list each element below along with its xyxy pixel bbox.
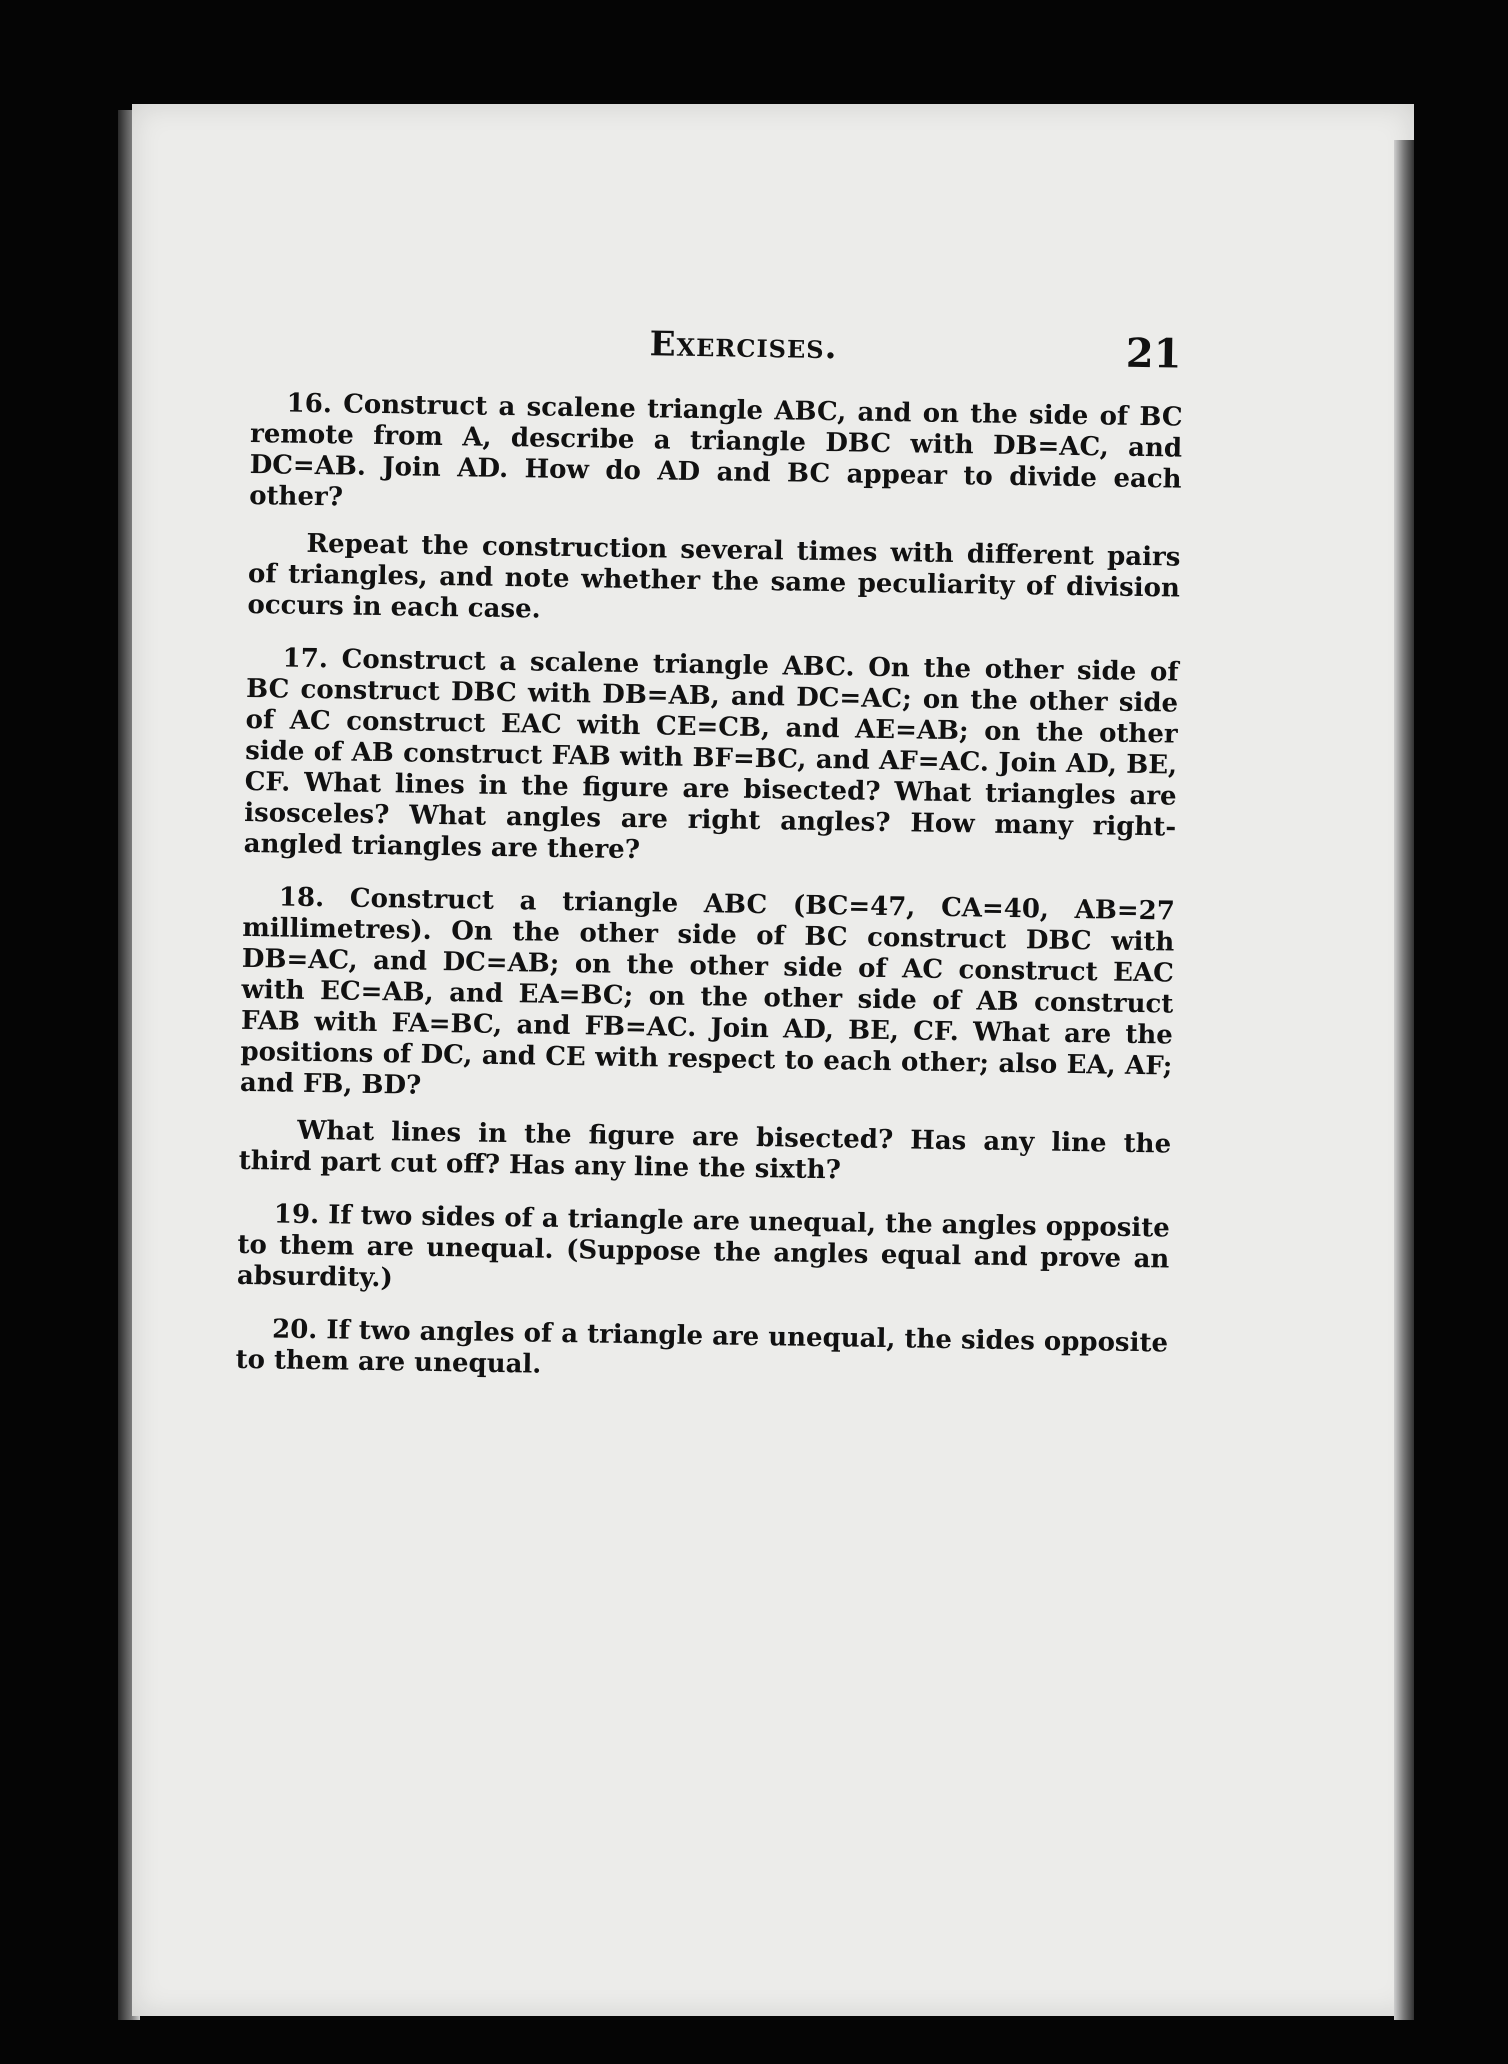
exercise-text: Construct a triangle ABC (BC=47, CA=40, AB=27 millimetres). On the other side of BC construct DBC with DB=AC, and DC=AB; on the other side of AC construct EAC with EC=AB, and EA=BC; on the other side of AB construct FAB with FA=BC, and FB=AC. Join AD, BE, CF. What are the positions of DC, and CE with respect to each other; also EA, AF; and FB, BD?: [239, 883, 1176, 1101]
page-text-block: [235, 318, 1184, 1407]
exercise-number: 19.: [273, 1199, 320, 1231]
running-head-title: Exercises.: [649, 324, 838, 368]
exercise-16: [249, 388, 1183, 527]
exercise-text: Construct a scalene triangle ABC. On the other side of BC construct DBC with DB=AB, and DC=AC; on the other side of AC construct EAC with CE=CB, and AE=AB; on the other side of AB construct FAB with BF=BC, and AF=AC. Join AD, BE, CF. What lines in the figure are bisected? What triangles are isosceles? What angles are right angles? How many right-angled triangles are there?: [243, 644, 1179, 866]
book-binding-right: [1394, 140, 1414, 2020]
exercise-text: Construct a scalene triangle ABC, and on the side of BC remote from A, describe a triangle DBC with DB=AC, and DC=AB. Join AD. How do AD and BC appear to divide each other?: [248, 389, 1183, 513]
exercise-number: 20.: [271, 1314, 318, 1346]
exercise-19: [237, 1199, 1170, 1307]
exercise-17: [243, 643, 1178, 875]
exercise-20: [235, 1314, 1168, 1391]
exercise-number: 18.: [278, 882, 325, 914]
exercise-18-continuation: What lines in the figure are bisected? Has any line the third part cut off? Has any line the sixth?: [238, 1115, 1172, 1186]
exercise-number: 17.: [282, 643, 329, 675]
exercise-18: [240, 882, 1175, 1114]
exercise-number: 16.: [286, 388, 333, 420]
page-number: 21: [1125, 329, 1182, 378]
exercise-text: If two sides of a triangle are unequal, the angles opposite to them are unequal. (Suppose the angles equal and prove an absurdity.): [236, 1200, 1171, 1294]
exercise-16-continuation: Repeat the construction several times with different pairs of triangles, and note whether the same peculiarity of division occurs in each case.: [247, 528, 1181, 625]
exercise-text: If two angles of a triangle are unequal, the sides opposite to them are unequal.: [235, 1315, 1169, 1380]
